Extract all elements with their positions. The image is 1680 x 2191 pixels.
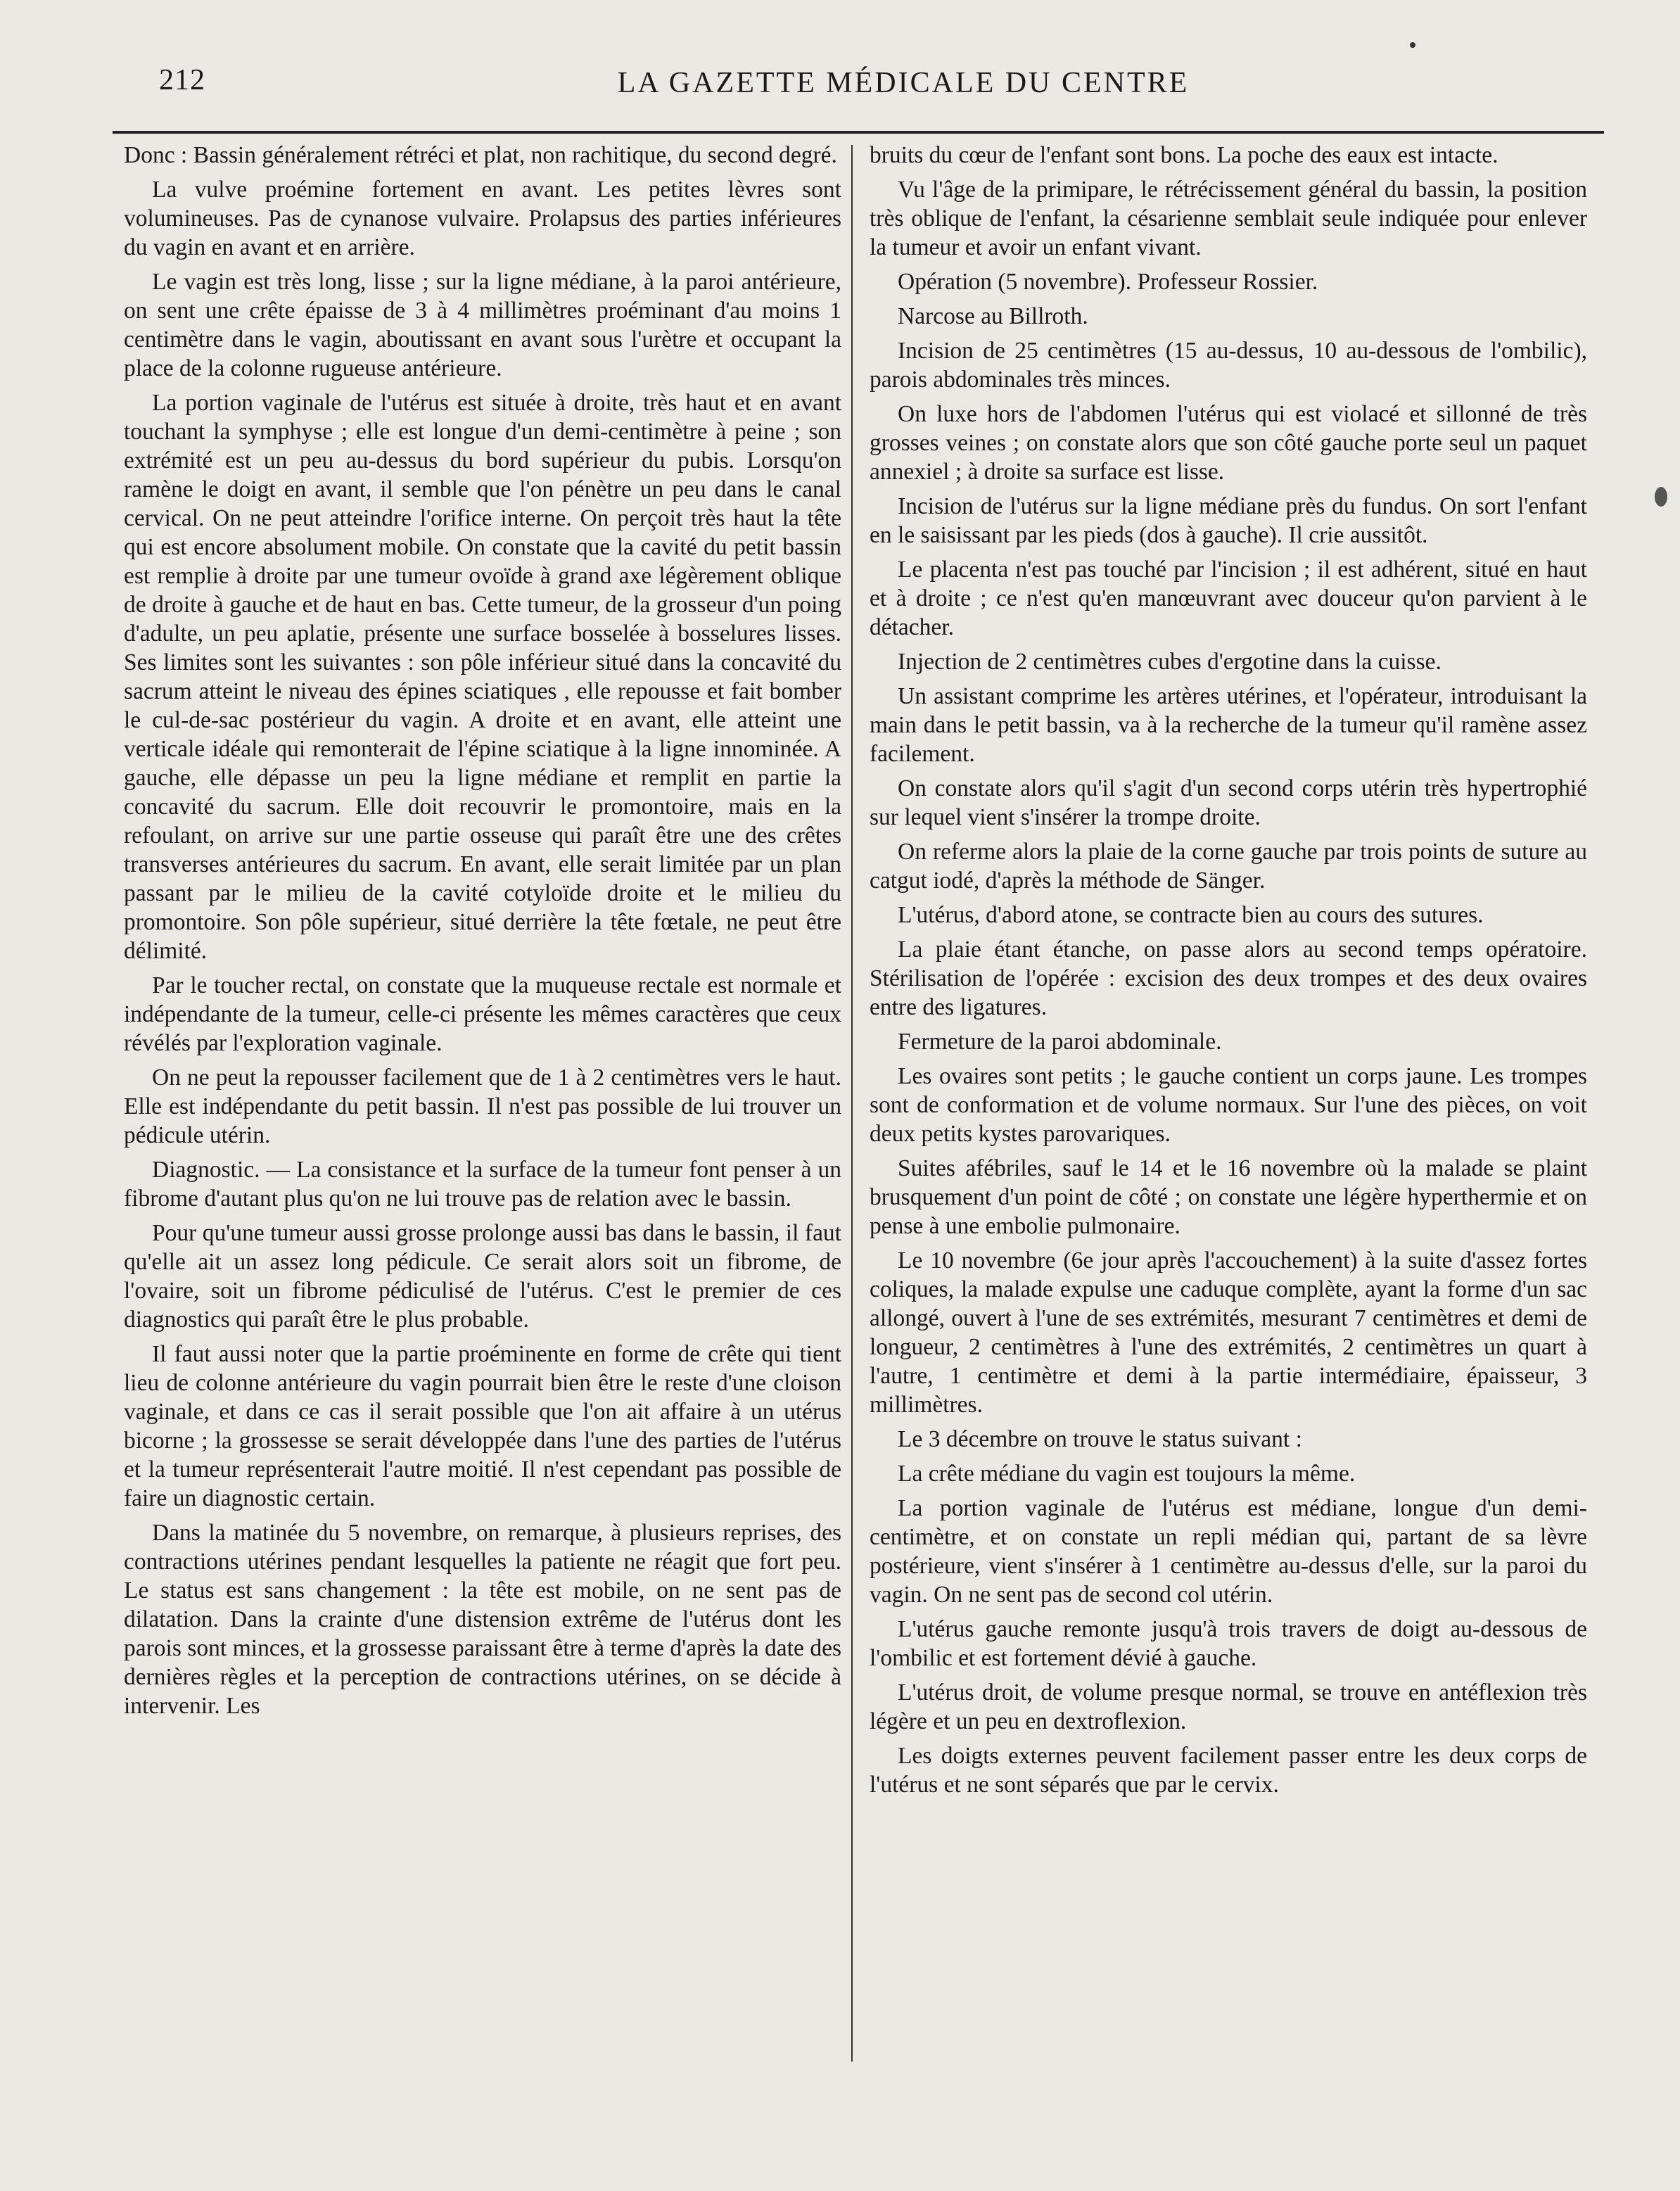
paragraph: Le placenta n'est pas touché par l'incision ; il est adhérent, situé en haut et à droite ; ce n'est qu'en manœuvrant avec douceur qu'on parvient à le détacher. <box>870 557 1587 640</box>
paragraph: Dans la matinée du 5 novembre, on remarque, à plusieurs reprises, des contractions utérines pendant lesquelles la patiente ne réagit que fort peu. Le status est sans changement : la tête est mobile, on ne sent pas de dilatation. Dans la crainte d'une distension extrême de l'utérus dont les parois sont minces, et la grossesse paraissant être à terme d'après la date des dernières règles et la perception de contractions utérines, on se décide à intervenir. Les <box>124 1520 841 1719</box>
paragraph: Les doigts externes peuvent facilement passer entre les deux corps de l'utérus et ne sont séparés que par le cervix. <box>870 1743 1587 1798</box>
paragraph: bruits du cœur de l'enfant sont bons. La poche des eaux est intacte. <box>870 142 1498 168</box>
paragraph: L'utérus gauche remonte jusqu'à trois travers de doigt au-dessous de l'ombilic et est fortement dévié à gauche. <box>870 1616 1587 1671</box>
header-rule <box>113 131 1604 134</box>
paragraph: Incision de l'utérus sur la ligne médiane près du fundus. On sort l'enfant en le saisissant par les pieds (dos à gauche). Il crie aussitôt. <box>870 493 1587 548</box>
paragraph: Vu l'âge de la primipare, le rétrécissement général du bassin, la position très oblique de l'enfant, la césarienne semblait seule indiquée pour enlever la tumeur et avoir un enfant vivant. <box>870 177 1587 260</box>
journal-title: LA GAZETTE MÉDICALE DU CENTRE <box>617 67 1190 99</box>
paragraph: On referme alors la plaie de la corne gauche par trois points de suture au catgut iodé, d'après la méthode de Sänger. <box>870 839 1587 894</box>
paragraph: On constate alors qu'il s'agit d'un second corps utérin très hypertrophié sur lequel vient s'insérer la trompe droite. <box>870 775 1587 830</box>
paragraph: Opération (5 novembre). Professeur Rossier. <box>898 269 1318 295</box>
ink-blot <box>1655 487 1667 507</box>
paragraph: Le 10 novembre (6e jour après l'accouchement) à la suite d'assez fortes coliques, la malade expulse une caduque complète, ayant la forme d'un sac allongé, ouvert à l'une de ses extrémités, mesurant 7 centimètres et demi de longueur, 2 centimètres à l'une des extrémités, 2 centimètres un quart à l'autre, 1 centimètre et demi à la partie intermédiaire, épaisseur, 3 millimètres. <box>870 1247 1587 1418</box>
right-column <box>870 141 1587 1805</box>
paragraph: La portion vaginale de l'utérus est médiane, longue d'un demi-centimètre, et on constate un repli médian qui, partant de sa lèvre postérieure, vient s'insérer à 1 centimètre au-dessus d'elle, sur la paroi du vagin. On ne sent pas de second col utérin. <box>870 1495 1587 1608</box>
paragraph: On ne peut la repousser facilement que de 1 à 2 centimètres vers le haut. Elle est indépendante du petit bassin. Il n'est pas possible de lui trouver un pédicule utérin. <box>124 1065 841 1148</box>
paragraph: Le vagin est très long, lisse ; sur la ligne médiane, à la paroi antérieure, on sent une crête épaisse de 3 à 4 millimètres proéminant d'au moins 1 centimètre dans le vagin, aboutissant en avant sous l'urètre et occupant la place de la colonne rugueuse antérieure. <box>124 269 841 381</box>
page-number: 212 <box>159 64 205 96</box>
paragraph: Pour qu'une tumeur aussi grosse prolonge aussi bas dans le bassin, il faut qu'elle ait un assez long pédicule. Ce serait alors soit un fibrome, de l'ovaire, soit un fibrome pédiculisé de l'utérus. C'est le premier de ces diagnostics qui paraît être le plus probable. <box>124 1220 841 1333</box>
paragraph: Par le toucher rectal, on constate que la muqueuse rectale est normale et indépendante de la tumeur, celle-ci présente les mêmes caractères que ceux révélés par l'exploration vaginale. <box>124 972 841 1056</box>
column-divider <box>851 145 853 2062</box>
paragraph: Suites afébriles, sauf le 14 et le 16 novembre où la malade se plaint brusquement d'un point de côté ; on constate une légère hyperthermie et on pense à une embolie pulmonaire. <box>870 1155 1587 1239</box>
paragraph: La vulve proémine fortement en avant. Les petites lèvres sont volumineuses. Pas de cynanose vulvaire. Prolapsus des parties inférieures du vagin en avant et en arrière. <box>124 177 841 260</box>
paragraph: Injection de 2 centimètres cubes d'ergotine dans la cuisse. <box>898 649 1442 675</box>
paragraph: L'utérus droit, de volume presque normal, se trouve en antéflexion très légère et un peu en dextroflexion. <box>870 1679 1587 1734</box>
paragraph: Narcose au Billroth. <box>898 303 1088 329</box>
page-header <box>120 63 1603 113</box>
ink-speck <box>1410 42 1415 48</box>
paragraph: Le 3 décembre on trouve le status suivant : <box>898 1426 1302 1452</box>
paragraph: L'utérus, d'abord atone, se contracte bien au cours des sutures. <box>898 902 1484 928</box>
paragraph: Il faut aussi noter que la partie proéminente en forme de crête qui tient lieu de colonne antérieure du vagin pourrait bien être le reste d'une cloison vaginale, et dans ce cas il serait possible que l'on ait affaire à un utérus bicorne ; la grossesse se serait développée dans l'une des parties de l'utérus et la tumeur représenterait l'autre moitié. Il n'est cependant pas possible de faire un diagnostic certain. <box>124 1341 841 1511</box>
paragraph: On luxe hors de l'abdomen l'utérus qui est violacé et sillonné de très grosses veines ; on constate alors que son côté gauche porte seul un paquet annexiel ; à droite sa surface est lisse. <box>870 401 1587 485</box>
paragraph: La crête médiane du vagin est toujours la même. <box>898 1461 1356 1487</box>
paragraph: Un assistant comprime les artères utérines, et l'opérateur, introduisant la main dans le petit bassin, va à la recherche de la tumeur qu'il ramène assez facilement. <box>870 683 1587 767</box>
paragraph: La portion vaginale de l'utérus est située à droite, très haut et en avant touchant la symphyse ; elle est longue d'un demi-centimètre à peine ; son extrémité est un peu au-dessus du bord supérieur du pubis. Lorsqu'on ramène le doigt en avant, il semble que l'on pénètre un peu dans le canal cervical. On ne peut atteindre l'orifice interne. On perçoit très haut la tête qui est encore absolument mobile. On constate que la cavité du petit bassin est remplie à droite par une tumeur ovoïde à grand axe légèrement oblique de droite à gauche et de haut en bas. Cette tumeur, de la grosseur d'un poing d'adulte, un peu aplatie, présente une surface bosselée à bosselures lisses. Ses limites sont les suivantes : son pôle inférieur situé dans la concavité du sacrum atteint le niveau des épines sciatiques , elle repousse et fait bomber le cul-de-sac postérieur du vagin. A droite et en avant, elle atteint une verticale idéale qui remonterait de l'épine sciatique à la ligne innominée. A gauche, elle dépasse un peu la ligne médiane et remplit en partie la concavité du sacrum. Elle doit recouvrir le promontoire, mais en la refoulant, on arrive sur une partie osseuse qui paraît être une des crêtes transverses antérieures du sacrum. En avant, elle serait limitée par un plan passant par le milieu de la cavité cotyloïde droite et le milieu du promontoire. Son pôle supérieur, situé derrière la tête fœtale, ne peut être délimité. <box>124 390 841 964</box>
paragraph: Incision de 25 centimètres (15 au-dessus, 10 au-dessous de l'ombilic), parois abdominales très minces. <box>870 338 1587 393</box>
left-column <box>124 141 841 1726</box>
paragraph: Diagnostic. — La consistance et la surface de la tumeur font penser à un fibrome d'autant plus qu'on ne lui trouve pas de relation avec le bassin. <box>124 1157 841 1212</box>
paragraph: La plaie étant étanche, on passe alors au second temps opératoire. Stérilisation de l'opérée : excision des deux trompes et des deux ovaires entre des ligatures. <box>870 936 1587 1020</box>
paragraph: Fermeture de la paroi abdominale. <box>898 1029 1222 1055</box>
paragraph: Les ovaires sont petits ; le gauche contient un corps jaune. Les trompes sont de conformation et de volume normaux. Sur l'une des pièces, on voit deux petits kystes parovariques. <box>870 1063 1587 1147</box>
paragraph: Donc : Bassin généralement rétréci et plat, non rachitique, du second degré. <box>124 142 837 168</box>
